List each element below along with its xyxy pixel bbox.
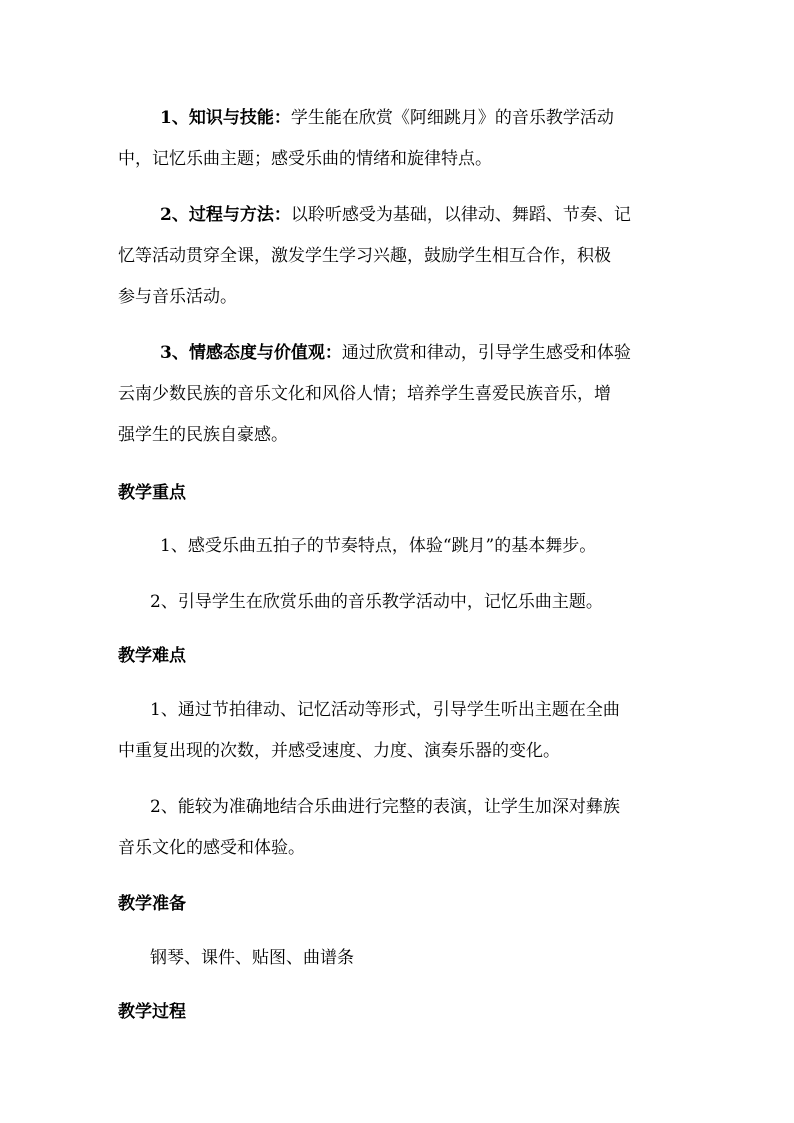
objective-1-label: 1、知识与技能：	[160, 108, 291, 128]
objective-1-line-1	[160, 107, 614, 129]
objective-2-text-1: 以聆听感受为基础，以律动、舞蹈、节奏、记	[290, 205, 631, 225]
objective-3-label: 3、情感态度与价值观：	[160, 343, 342, 363]
objective-3-line-1	[160, 342, 631, 364]
preparation-heading: 教学准备	[118, 894, 186, 914]
difficulty-1-line-1: 1、通过节拍律动、记忆活动等形式，引导学生听出主题在全曲	[150, 700, 620, 720]
key-point-1: 1、感受乐曲五拍子的节奏特点，体验“跳月”的基本舞步。	[160, 536, 597, 556]
key-points-heading: 教学重点	[118, 483, 186, 503]
objective-1-text-1: 学生能在欣赏《阿细跳月》的音乐教学活动	[290, 108, 614, 128]
difficulty-2-line-2: 音乐文化的感受和体验。	[118, 838, 305, 858]
objective-1-line-2: 中，记忆乐曲主题；感受乐曲的情绪和旋律特点。	[118, 149, 492, 169]
objective-3-line-2: 云南少数民族的音乐文化和风俗人情；培养学生喜爱民族音乐，增	[118, 384, 611, 404]
objective-2-line-1	[160, 204, 631, 226]
objective-2-line-2: 忆等活动贯穿全课，激发学生学习兴趣，鼓励学生相互合作，积极	[118, 246, 611, 266]
difficulty-2-line-1: 2、能较为准确地结合乐曲进行完整的表演，让学生加深对彝族	[150, 797, 620, 817]
preparation-text: 钢琴、课件、贴图、曲谱条	[150, 948, 354, 968]
difficulty-1-line-2: 中重复出现的次数，并感受速度、力度、演奏乐器的变化。	[118, 741, 560, 761]
objective-3-text-1: 通过欣赏和律动，引导学生感受和体验	[341, 343, 631, 363]
process-heading: 教学过程	[118, 1002, 186, 1022]
key-point-2: 2、引导学生在欣赏乐曲的音乐教学活动中，记忆乐曲主题。	[150, 592, 603, 612]
difficulties-heading: 教学难点	[118, 646, 186, 666]
objective-2-line-3: 参与音乐活动。	[118, 287, 237, 307]
objective-3-line-3: 强学生的民族自豪感。	[118, 425, 288, 445]
objective-2-label: 2、过程与方法：	[160, 205, 291, 225]
